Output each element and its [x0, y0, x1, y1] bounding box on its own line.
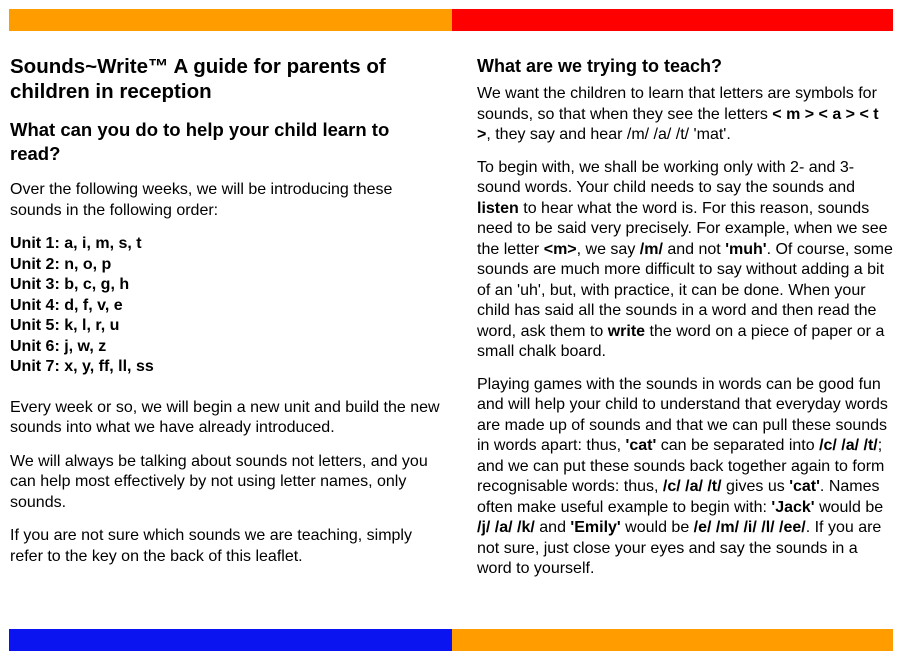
intro-paragraph: Over the following weeks, we will be introducing these sounds in the following order: — [10, 181, 393, 219]
page-title: Sounds~Write™ A guide for parents of children in reception — [10, 55, 386, 103]
unit-item: Unit 3: b, c, g, h — [10, 276, 130, 293]
bottom-right-color-bar — [452, 629, 893, 651]
top-right-color-bar — [452, 9, 893, 31]
bottom-left-color-bar — [9, 629, 452, 651]
unit-item: Unit 7: x, y, ff, ll, ss — [10, 358, 154, 375]
unit-item: Unit 1: a, i, m, s, t — [10, 235, 142, 252]
unit-item: Unit 2: n, o, p — [10, 255, 112, 273]
paragraph-refer-key: If you are not sure which sounds we are teaching, simply refer to the key on the back of this leaflet. — [10, 527, 412, 565]
section-heading-teach: What are we trying to teach? — [477, 56, 723, 76]
paragraph-playing-games: Playing games with the sounds in words can be good fun and will help your child to understand that everyday words are made up of sounds and that we can pull these sounds in words apart: thus, 'cat' can be separated into /c/ /a/ /t/; and we can put these sounds back together again to form recognisable words: thus, /c/ /a/ /t/ gives us 'cat'. Names often make useful example to begin with: 'Jack' would be /j/ /a/ /k/ and 'Emily' would be /e/ /m/ /i/ /l/ /ee/. If you are not sure, just close your eyes and say the sounds in a word to yourself. — [477, 375, 888, 577]
section-heading-help-read: What can you do to help your child learn to read? — [10, 119, 390, 164]
top-left-color-bar — [9, 9, 452, 31]
unit-item: Unit 4: d, f, v, e — [10, 296, 123, 314]
paragraph-sounds-not-letters: We will always be talking about sounds not letters, and you can help most effectively by not using letter names, only sounds. — [10, 452, 428, 511]
left-column — [10, 54, 442, 580]
unit-list — [10, 234, 442, 378]
unit-item: Unit 5: k, l, r, u — [10, 317, 120, 334]
unit-item: Unit 6: j, w, z — [10, 337, 107, 355]
paragraph-letters-symbols: We want the children to learn that letters are symbols for sounds, so that when they see the letters < m > < a > < t >, they say and hear /m/ /a/ /t/ 'mat'. — [477, 85, 879, 143]
paragraph-two-three-sound-words: To begin with, we shall be working only with 2- and 3-sound words. Your child needs to say the sounds and listen to hear what the word is. For this reason, sounds need to be said very precisely. For example, when we see the letter <m>, we say /m/ and not 'muh'. Of course, some sounds are much more difficult to say without adding a bit of an 'uh', but, with practice, it can be done. When your child has said all the sounds in a word and then read the word, ask them to write the word on a piece of paper or a small chalk board. — [477, 158, 893, 360]
paragraph-weekly-units: Every week or so, we will begin a new unit and build the new sounds into what we have already introduced. — [10, 398, 440, 436]
right-column — [477, 54, 895, 592]
